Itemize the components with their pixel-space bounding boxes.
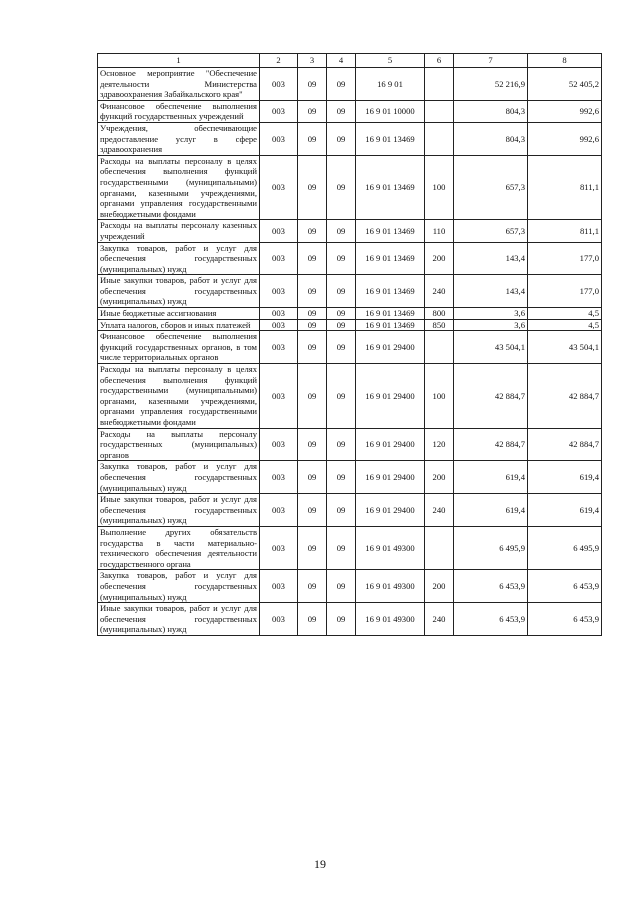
- subsection-code-cell: 09: [327, 242, 356, 275]
- row-name-cell: Расходы на выплаты персоналу в целях обеспечения выполнения функций государственными (муниципальными) органами, казенными учреждениями, органами управления государственными внебюджетными фондами: [98, 155, 260, 220]
- target-article-cell: 16 9 01 13469: [356, 242, 425, 275]
- section-code-cell: 09: [298, 155, 327, 220]
- ministry-code-cell: 003: [260, 603, 298, 636]
- header-row: [98, 54, 602, 68]
- subsection-code-cell: 09: [327, 220, 356, 242]
- section-code-cell: 09: [298, 526, 327, 569]
- header-cell: 2: [260, 54, 298, 68]
- row-name-cell: Иные бюджетные ассигнования: [98, 308, 260, 320]
- row-name-cell: Основное мероприятие "Обеспечение деятельности Министерства здравоохранения Забайкальского края": [98, 68, 260, 101]
- row-name-cell: Закупка товаров, работ и услуг для обеспечения государственных (муниципальных) нужд: [98, 461, 260, 494]
- header-cell: 8: [528, 54, 602, 68]
- subsection-code-cell: 09: [327, 100, 356, 122]
- subsection-code-cell: 09: [327, 155, 356, 220]
- row-name-cell: Расходы на выплаты персоналу казенных учреждений: [98, 220, 260, 242]
- table-row: [98, 331, 602, 364]
- section-code-cell: 09: [298, 364, 327, 429]
- target-article-cell: 16 9 01 49300: [356, 570, 425, 603]
- target-article-cell: 16 9 01 29400: [356, 364, 425, 429]
- section-code-cell: 09: [298, 275, 327, 308]
- target-article-cell: 16 9 01 29400: [356, 461, 425, 494]
- expense-type-cell: 100: [425, 364, 454, 429]
- expense-type-cell: 850: [425, 319, 454, 331]
- target-article-cell: 16 9 01 13469: [356, 220, 425, 242]
- subsection-code-cell: 09: [327, 494, 356, 527]
- amount-year2-cell: 4,5: [528, 319, 602, 331]
- row-name-cell: Учреждения, обеспечивающие предоставление услуг в сфере здравоохранения: [98, 122, 260, 155]
- amount-year2-cell: 6 453,9: [528, 603, 602, 636]
- expense-type-cell: 120: [425, 428, 454, 461]
- amount-year1-cell: 657,3: [454, 155, 528, 220]
- amount-year2-cell: 43 504,1: [528, 331, 602, 364]
- amount-year2-cell: 42 884,7: [528, 428, 602, 461]
- expense-type-cell: 240: [425, 275, 454, 308]
- subsection-code-cell: 09: [327, 122, 356, 155]
- ministry-code-cell: 003: [260, 308, 298, 320]
- table-row: [98, 308, 602, 320]
- subsection-code-cell: 09: [327, 526, 356, 569]
- table-row: [98, 364, 602, 429]
- subsection-code-cell: 09: [327, 68, 356, 101]
- section-code-cell: 09: [298, 461, 327, 494]
- amount-year2-cell: 6 453,9: [528, 570, 602, 603]
- section-code-cell: 09: [298, 100, 327, 122]
- header-cell: 5: [356, 54, 425, 68]
- target-article-cell: 16 9 01 13469: [356, 122, 425, 155]
- amount-year2-cell: 4,5: [528, 308, 602, 320]
- table-row: [98, 570, 602, 603]
- expense-type-cell: 110: [425, 220, 454, 242]
- target-article-cell: 16 9 01: [356, 68, 425, 101]
- amount-year1-cell: 3,6: [454, 308, 528, 320]
- expense-type-cell: 800: [425, 308, 454, 320]
- table-row: [98, 122, 602, 155]
- amount-year1-cell: 619,4: [454, 461, 528, 494]
- amount-year1-cell: 3,6: [454, 319, 528, 331]
- amount-year1-cell: 657,3: [454, 220, 528, 242]
- section-code-cell: 09: [298, 308, 327, 320]
- table-row: [98, 275, 602, 308]
- amount-year1-cell: 42 884,7: [454, 364, 528, 429]
- subsection-code-cell: 09: [327, 603, 356, 636]
- header-cell: 4: [327, 54, 356, 68]
- amount-year2-cell: 52 405,2: [528, 68, 602, 101]
- amount-year1-cell: 6 495,9: [454, 526, 528, 569]
- table-row: [98, 220, 602, 242]
- amount-year1-cell: 804,3: [454, 100, 528, 122]
- subsection-code-cell: 09: [327, 428, 356, 461]
- ministry-code-cell: 003: [260, 570, 298, 603]
- section-code-cell: 09: [298, 319, 327, 331]
- section-code-cell: 09: [298, 428, 327, 461]
- budget-table: [97, 53, 602, 636]
- subsection-code-cell: 09: [327, 364, 356, 429]
- amount-year2-cell: 811,1: [528, 220, 602, 242]
- section-code-cell: 09: [298, 603, 327, 636]
- amount-year2-cell: 992,6: [528, 122, 602, 155]
- amount-year1-cell: 6 453,9: [454, 603, 528, 636]
- ministry-code-cell: 003: [260, 331, 298, 364]
- amount-year1-cell: 804,3: [454, 122, 528, 155]
- amount-year2-cell: 992,6: [528, 100, 602, 122]
- section-code-cell: 09: [298, 68, 327, 101]
- ministry-code-cell: 003: [260, 319, 298, 331]
- expense-type-cell: [425, 331, 454, 364]
- row-name-cell: Иные закупки товаров, работ и услуг для обеспечения государственных (муниципальных) нужд: [98, 603, 260, 636]
- section-code-cell: 09: [298, 494, 327, 527]
- row-name-cell: Финансовое обеспечение выполнения функций государственных органов, в том числе территориальных органов: [98, 331, 260, 364]
- target-article-cell: 16 9 01 13469: [356, 319, 425, 331]
- amount-year1-cell: 143,4: [454, 275, 528, 308]
- expense-type-cell: [425, 100, 454, 122]
- target-article-cell: 16 9 01 13469: [356, 155, 425, 220]
- ministry-code-cell: 003: [260, 68, 298, 101]
- amount-year2-cell: 177,0: [528, 242, 602, 275]
- target-article-cell: 16 9 01 29400: [356, 428, 425, 461]
- expense-type-cell: [425, 68, 454, 101]
- expense-type-cell: 240: [425, 603, 454, 636]
- amount-year2-cell: 6 495,9: [528, 526, 602, 569]
- row-name-cell: Иные закупки товаров, работ и услуг для обеспечения государственных (муниципальных) нужд: [98, 275, 260, 308]
- row-name-cell: Иные закупки товаров, работ и услуг для обеспечения государственных (муниципальных) нужд: [98, 494, 260, 527]
- target-article-cell: 16 9 01 29400: [356, 331, 425, 364]
- ministry-code-cell: 003: [260, 155, 298, 220]
- section-code-cell: 09: [298, 220, 327, 242]
- table-row: [98, 319, 602, 331]
- ministry-code-cell: 003: [260, 275, 298, 308]
- expense-type-cell: [425, 122, 454, 155]
- ministry-code-cell: 003: [260, 364, 298, 429]
- row-name-cell: Расходы на выплаты персоналу государственных (муниципальных) органов: [98, 428, 260, 461]
- page-number: 19: [314, 857, 326, 871]
- header-cell: 6: [425, 54, 454, 68]
- amount-year1-cell: 52 216,9: [454, 68, 528, 101]
- expense-type-cell: 240: [425, 494, 454, 527]
- table-row: [98, 526, 602, 569]
- ministry-code-cell: 003: [260, 100, 298, 122]
- table-row: [98, 603, 602, 636]
- row-name-cell: Закупка товаров, работ и услуг для обеспечения государственных (муниципальных) нужд: [98, 570, 260, 603]
- row-name-cell: Расходы на выплаты персоналу в целях обеспечения выполнения функций государственными (муниципальными) органами, казенными учреждениями, органами управления государственными внебюджетными фондами: [98, 364, 260, 429]
- expense-type-cell: 200: [425, 461, 454, 494]
- section-code-cell: 09: [298, 122, 327, 155]
- amount-year2-cell: 811,1: [528, 155, 602, 220]
- section-code-cell: 09: [298, 331, 327, 364]
- row-name-cell: Выполнение других обязательств государства в части материально-технического обеспечения деятельности государственного органа: [98, 526, 260, 569]
- target-article-cell: 16 9 01 49300: [356, 603, 425, 636]
- ministry-code-cell: 003: [260, 242, 298, 275]
- subsection-code-cell: 09: [327, 308, 356, 320]
- subsection-code-cell: 09: [327, 275, 356, 308]
- expense-type-cell: 200: [425, 570, 454, 603]
- target-article-cell: 16 9 01 10000: [356, 100, 425, 122]
- target-article-cell: 16 9 01 13469: [356, 275, 425, 308]
- subsection-code-cell: 09: [327, 331, 356, 364]
- table-row: [98, 428, 602, 461]
- ministry-code-cell: 003: [260, 494, 298, 527]
- header-cell: 3: [298, 54, 327, 68]
- amount-year1-cell: 43 504,1: [454, 331, 528, 364]
- target-article-cell: 16 9 01 29400: [356, 494, 425, 527]
- section-code-cell: 09: [298, 570, 327, 603]
- header-cell: 1: [98, 54, 260, 68]
- amount-year1-cell: 619,4: [454, 494, 528, 527]
- amount-year1-cell: 143,4: [454, 242, 528, 275]
- ministry-code-cell: 003: [260, 461, 298, 494]
- amount-year1-cell: 42 884,7: [454, 428, 528, 461]
- target-article-cell: 16 9 01 13469: [356, 308, 425, 320]
- ministry-code-cell: 003: [260, 122, 298, 155]
- ministry-code-cell: 003: [260, 220, 298, 242]
- table-row: [98, 461, 602, 494]
- expense-type-cell: [425, 526, 454, 569]
- expense-type-cell: 200: [425, 242, 454, 275]
- table-row: [98, 242, 602, 275]
- amount-year2-cell: 177,0: [528, 275, 602, 308]
- subsection-code-cell: 09: [327, 461, 356, 494]
- target-article-cell: 16 9 01 49300: [356, 526, 425, 569]
- amount-year2-cell: 619,4: [528, 461, 602, 494]
- expense-type-cell: 100: [425, 155, 454, 220]
- table-row: [98, 494, 602, 527]
- subsection-code-cell: 09: [327, 319, 356, 331]
- header-cell: 7: [454, 54, 528, 68]
- ministry-code-cell: 003: [260, 428, 298, 461]
- table-row: [98, 100, 602, 122]
- table-row: [98, 68, 602, 101]
- amount-year2-cell: 42 884,7: [528, 364, 602, 429]
- section-code-cell: 09: [298, 242, 327, 275]
- row-name-cell: Закупка товаров, работ и услуг для обеспечения государственных (муниципальных) нужд: [98, 242, 260, 275]
- amount-year1-cell: 6 453,9: [454, 570, 528, 603]
- table-row: [98, 155, 602, 220]
- amount-year2-cell: 619,4: [528, 494, 602, 527]
- row-name-cell: Финансовое обеспечение выполнения функций государственных учреждений: [98, 100, 260, 122]
- subsection-code-cell: 09: [327, 570, 356, 603]
- row-name-cell: Уплата налогов, сборов и иных платежей: [98, 319, 260, 331]
- ministry-code-cell: 003: [260, 526, 298, 569]
